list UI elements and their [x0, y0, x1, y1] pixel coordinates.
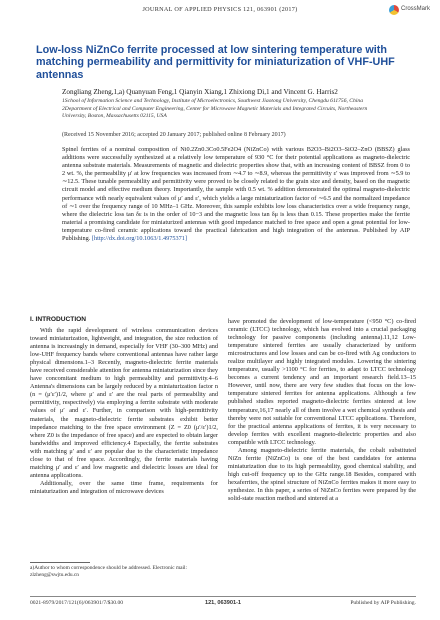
right-column	[228, 318, 416, 562]
affiliation-2: 2Department of Electrical and Computer Engineering, Center for Microwave Magnetic Materials and Integrated Circuits, Northeastern University, Boston, Massachusetts 02115, USA	[62, 105, 368, 120]
paper-title: Low-loss NiZnCo ferrite processed at low sintering temperature with matching permeability and permittivity for miniaturization of VHF-UHF antennas	[36, 44, 395, 81]
left-column	[30, 327, 218, 555]
crossmark-badge[interactable]	[389, 4, 431, 18]
footer-rule	[30, 596, 416, 597]
footnote: a)Author to whom correspondence should be addressed. Electronic mail: zlzheng@swjtu.edu.cn	[30, 565, 188, 578]
paragraph: Additionally, over the same time frame, requirements for miniaturization and integration of microwave devices	[30, 479, 218, 495]
affiliations	[62, 98, 382, 121]
received-dates: (Received 15 November 2016; accepted 20 January 2017; published online 8 February 2017)	[62, 132, 286, 138]
paragraph: With the rapid development of wireless communication devices toward miniaturization, lightweight, and integration, the size reduction of antenna is increasingly in demand, especially for VHF (30–300 MHz) and low-UHF frequency bands where conventional antennas have rather large physical dimensions.1–3 Recently, magneto-dielectric ferrite materials have received considerable attention for antenna miniaturization since they have concomitant medium to high permeability and permittivity.4–6 Antenna's dimensions can be largely reduced by a miniaturization factor n (n = (μ′ε′)1/2, where μ′ and ε′ are the real parts of permeability and permittivity, respectively) via employing a ferrite substrate with moderate values of μ′ and ε′. Further, in comparison with high-permittivity materials, the magneto-dielectric ferrite substrates exhibit better impedance matching to the free space environment (Z = Z0 (μ′/ε′)1/2, where Z0 is the impedance of free space) and are expected to obtain larger bandwidths and improved efficiency.4 Especially, the ferrite substrates with matching μ′ and ε′ are popular due to the characteristic impedance close to that of free space. Accordingly, the ferrite materials having matching μ′ and ε′ and low magnetic and dielectric losses are ideal for antenna applications.	[30, 327, 218, 479]
footer-publisher: Published by AIP Publishing.	[350, 600, 416, 606]
paragraph: Among magneto-dielectric ferrite materials, the cobalt substituted NiZn ferrite (NiZnCo) is one of the best candidates for antenna miniaturization due to its high permeability, good chemical stability, and high cut-off frequency up to the GHz range.18 Besides, compared with hexaferrites, the spinel structure of NiZnCo ferrites makes it more easy to synthesize. In this paper, a series of NiZnCo ferrites were prepared by the solid-state reaction method and sintered at a	[228, 446, 416, 503]
section-heading: I. INTRODUCTION	[30, 316, 87, 323]
crossmark-label: CrossMark	[401, 6, 431, 12]
journal-header: JOURNAL OF APPLIED PHYSICS 121, 063901 (2017)	[142, 6, 298, 13]
footer-page-number: 121, 063901-1	[204, 600, 242, 606]
crossmark-icon	[389, 5, 399, 15]
author-list: Zongliang Zheng,1,a) Quanyuan Feng,1 Qianyin Xiang,1 Zhixiong Di,1 and Vincent G. Harris2	[62, 88, 338, 96]
abstract	[62, 146, 410, 243]
doi-link[interactable]: [http://dx.doi.org/10.1063/1.4975371]	[91, 235, 187, 243]
footer-issn: 0021-8979/2017/121(6)/063901/7/$30.00	[30, 600, 124, 606]
footnote-rule	[30, 562, 90, 563]
affiliation-1: 1School of Information Science and Technology, Institute of Microelectronics, Southwest Jiaotong University, Chengdu 611756, China	[62, 98, 363, 104]
paragraph: have promoted the development of low-temperature (<950 °C) co-fired ceramic (LTCC) technology, which has evolved into a crucial packaging technology for passive components (including antenna).11,12 Low-temperature sintered ferrites are usually characterized by uniform microstructures and low losses and can be co-fired with Ag conductors to realize multilayer and highly integrated modules. Lowering the sintering temperature, usually >1100 °C for ferrites, to adapt to LTCC technology becomes a current tendency and an important research field.13–15 However, until now, there are very few studies that focus on the low-temperature sintered ferrites for antenna applications. Although a few published studies reported magneto-dielectric ferrites sintered at low temperature,16,17 nearly all of them involve a wet chemical synthesis and thereby were not suitable for conventional LTCC applications. Therefore, for the practical antenna applications of ferrites, it is very necessary to develop ferrites with excellent magneto-dielectric properties and also compatible with LTCC technology.	[228, 318, 416, 446]
abstract-text: Spinel ferrites of a nominal composition of Ni0.2Zn0.3Co0.5Fe2O4 (NiZnCo) with various B2O3–Bi2O3–SiO2–ZnO (BBSZ) glass additions were successfully synthesized at a relatively low temperature of 930 °C for their potential applications as magneto-dielectric antenna substrate materials. Measurements of magnetic and dielectric properties show that, with an increasing content of BBSZ from 0 to 2 wt. %, the permeability μ′ at low frequencies was increased from ∼4.7 to ∼8.9, whereas the permittivity ε′ was improved from ∼5.9 to ∼12.5. These tunable permeability and permittivity were proved to be closely related to the grain size and density, based on the magnetic circuit model and effective medium theory. Importantly, the sample with 0.5 wt. % addition demonstrated the optimal magneto-dielectric performance with nearly equivalent values of μ′ and ε′, which yields a large miniaturization factor of ∼6.5 and the normalized impedance of ∼1 over the frequency range of 10 MHz–1 GHz. Moreover, this sample exhibits low loss characteristics over a wide frequency range, where the dielectric loss tan δε is in the order of 10−3 and the magnetic loss tan δμ is less than 0.15. These properties make the ferrite material a promising candidate for miniaturized antennas with good impedance matched to free space and open a great potential for low-temperature co-fired ceramic applications toward the practical fabrication and high integration of the antennas. Published by AIP Publishing.	[62, 146, 410, 243]
page-footer	[30, 600, 416, 610]
